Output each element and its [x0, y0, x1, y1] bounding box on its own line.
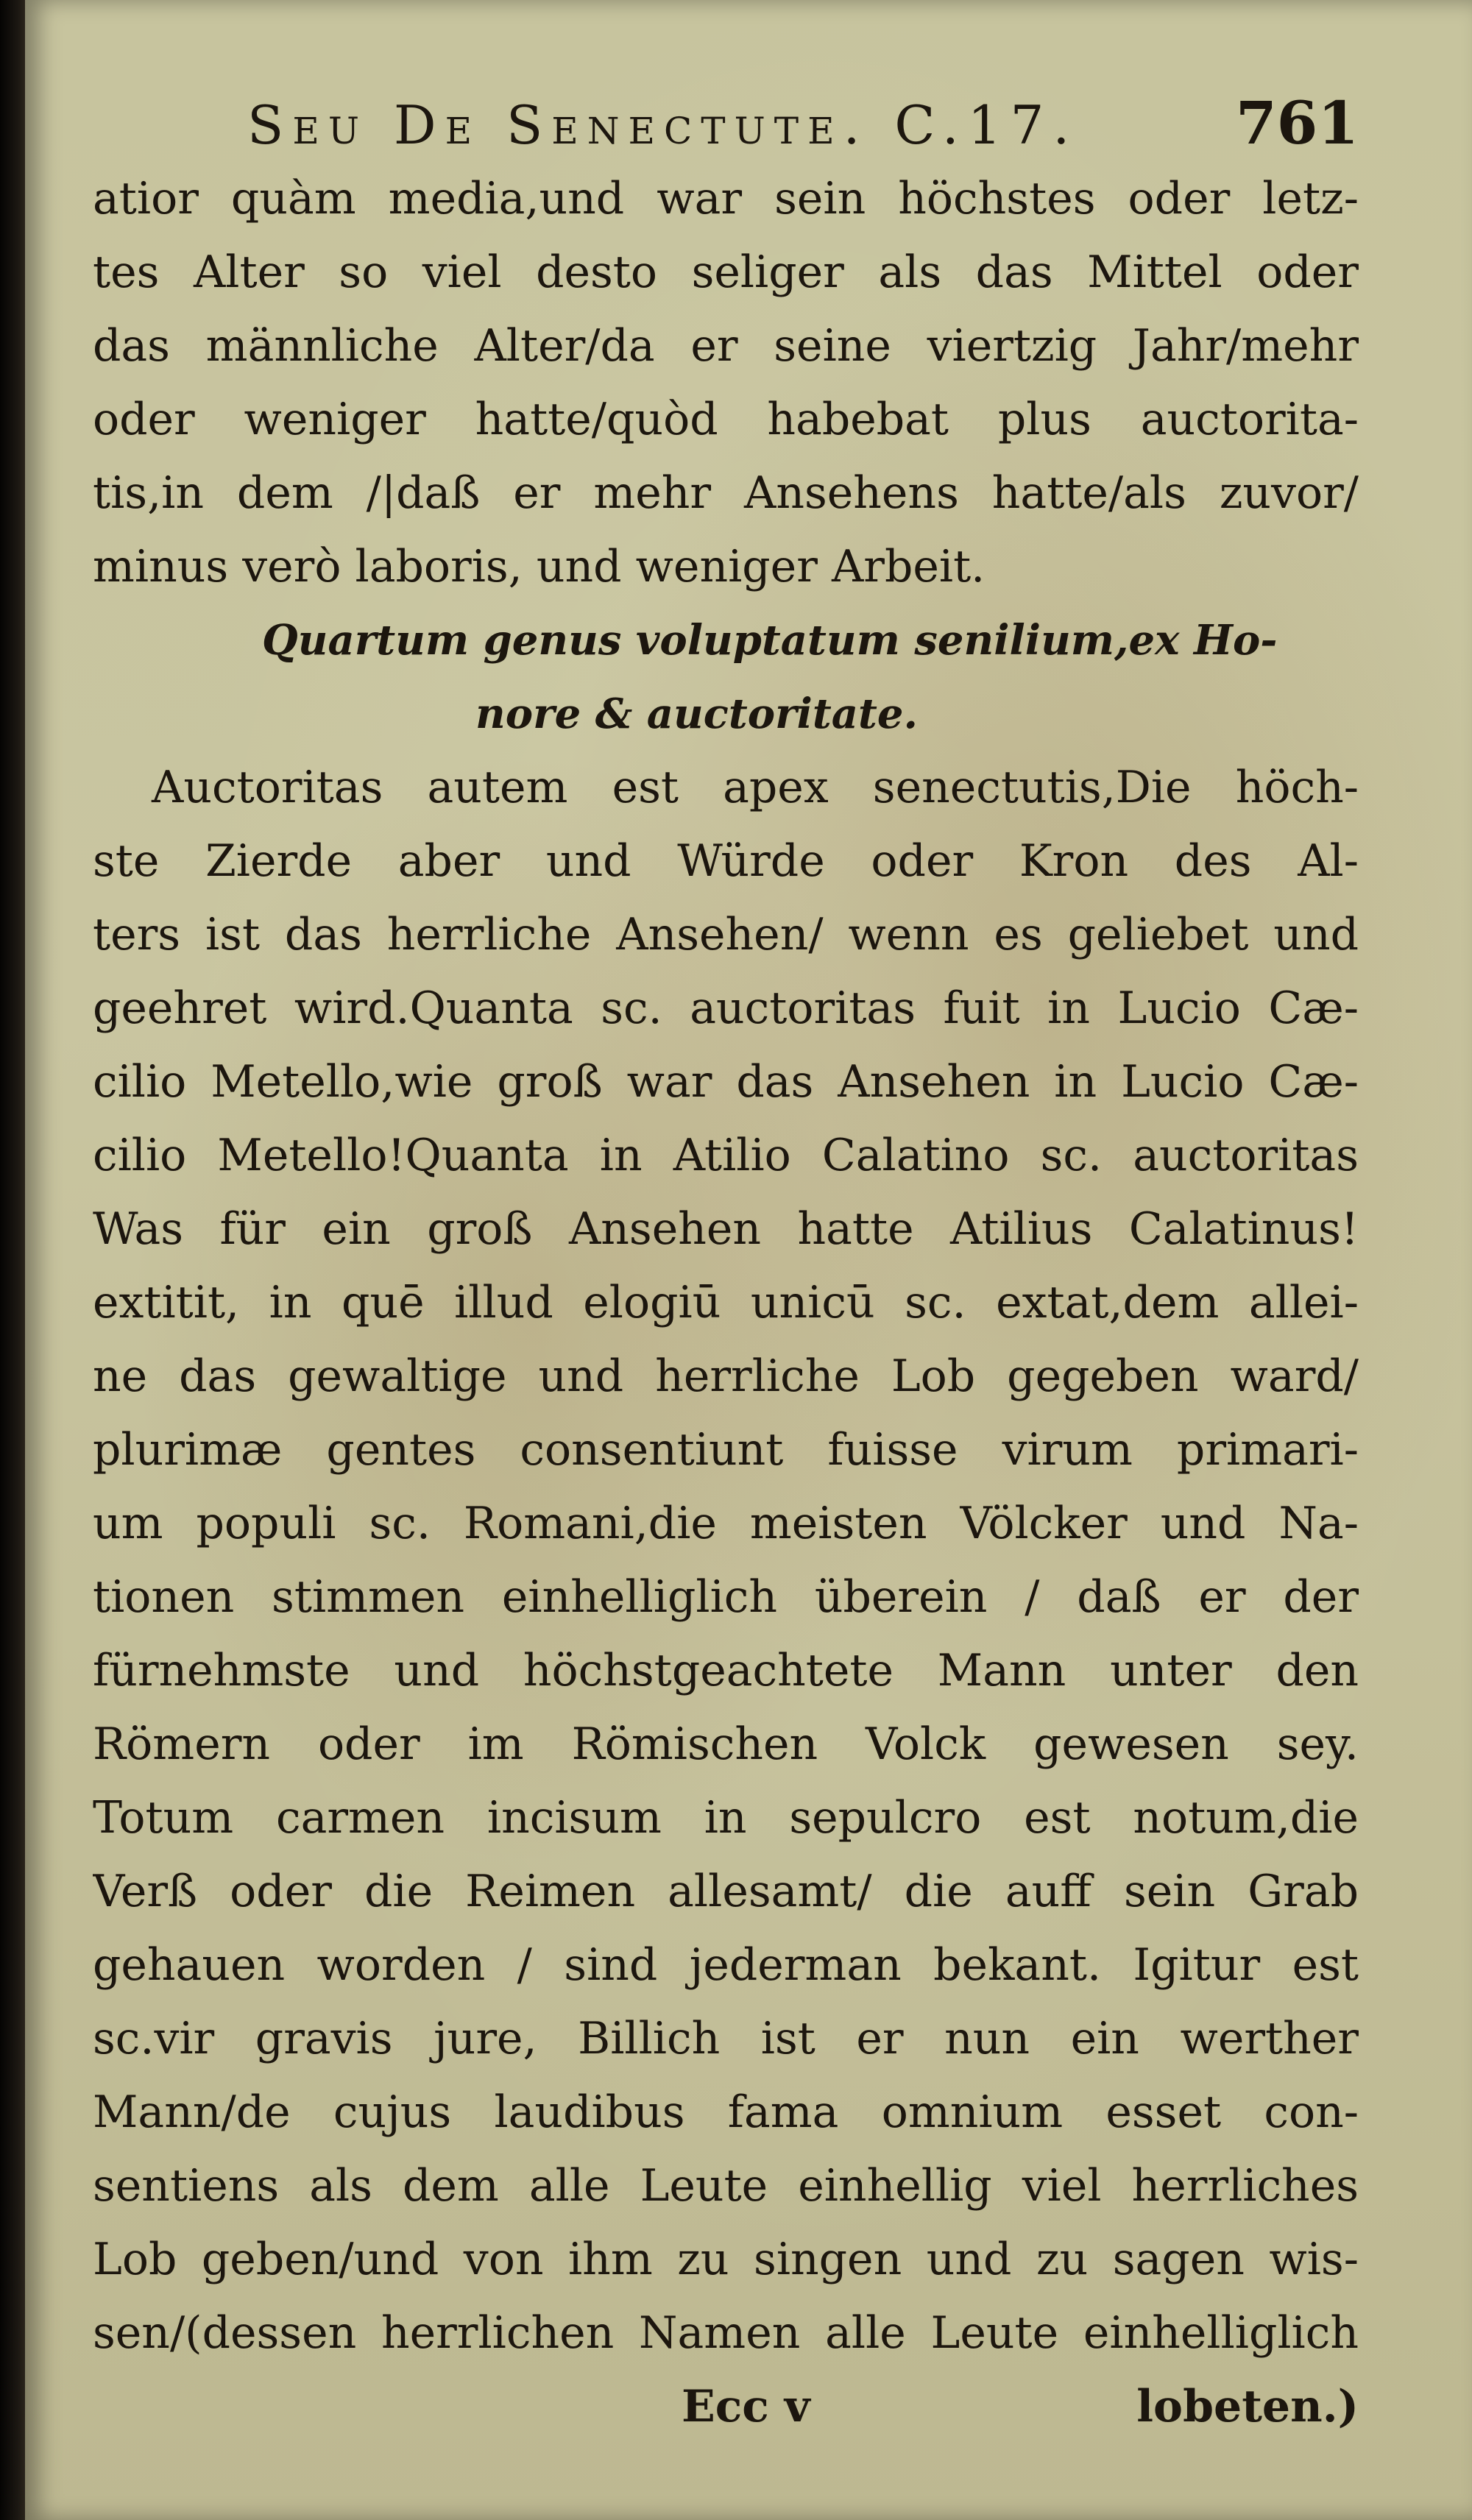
book-page	[25, 0, 1472, 2520]
paragraph-line: sentiens als dem alle Leute einhellig viel herrliches	[93, 2160, 1359, 2212]
paragraph-line: Lob geben/und von ihm zu singen und zu sagen wis-	[93, 2234, 1359, 2285]
paragraph-line: plurimæ gentes consentiunt fuisse virum primari-	[93, 1424, 1359, 1476]
paragraph-line: Was für ein groß Ansehen hatte Atilius Calatinus!	[93, 1203, 1359, 1255]
text-line: oder weniger hatte/quòd habebat plus auctorita-	[93, 394, 1359, 445]
text-line: tis,in dem /|daß er mehr Ansehens hatte/als zuvor/	[93, 467, 1359, 519]
page-header	[93, 88, 1359, 162]
paragraph-line: Mann/de cujus laudibus fama omnium esset con-	[93, 2087, 1359, 2138]
paragraph-line: sen/(dessen herrlichen Namen alle Leute einhelliglich	[93, 2307, 1359, 2359]
catchword: lobeten.)	[1136, 2381, 1359, 2432]
text-line: das männliche Alter/da er seine viertzig Jahr/mehr	[93, 320, 1359, 372]
paragraph-line: ters ist das herrliche Ansehen/ wenn es geliebet und	[93, 909, 1359, 960]
paragraph-line: geehret wird.Quanta sc. auctoritas fuit in Lucio Cæ-	[93, 983, 1359, 1034]
page-footer	[93, 2370, 1359, 2443]
paragraph-line: cilio Metello,wie groß war das Ansehen in Lucio Cæ-	[93, 1056, 1359, 1108]
section-heading: nore & auctoritate.	[475, 690, 918, 738]
text-line: atior quàm media,und war sein höchstes oder letz-	[93, 173, 1359, 224]
signature-mark: Ecc v	[682, 2381, 810, 2432]
paragraph-line: Römern oder im Römischen Volck gewesen sey.	[93, 1719, 1359, 1770]
paragraph-line: Auctoritas autem est apex senectutis,Die höch-	[152, 762, 1359, 813]
section-heading: Quartum genus voluptatum senilium,ex Ho-	[262, 616, 1278, 665]
paragraph-line: fürnehmste und höchstgeachtete Mann unter den	[93, 1645, 1359, 1696]
text-line: minus verò laboris, und weniger Arbeit.	[93, 541, 986, 592]
paragraph-line: ste Zierde aber und Würde oder Kron des Al-	[93, 835, 1359, 887]
paragraph-line: cilio Metello!Quanta in Atilio Calatino sc. auctoritas	[93, 1130, 1359, 1181]
paragraph-line: gehauen worden / sind jederman bekant. Igitur est	[93, 1939, 1359, 1991]
paragraph-line: Verß oder die Reimen allesamt/ die auff sein Grab	[93, 1866, 1359, 1917]
paragraph-line: sc.vir gravis jure, Billich ist er nun ein werther	[93, 2013, 1359, 2064]
text-line: tes Alter so viel desto seliger als das Mittel oder	[93, 247, 1359, 298]
running-title: Seu De Senectute. C.17.	[247, 94, 1079, 156]
paragraph-line: um populi sc. Romani,die meisten Völcker und Na-	[93, 1498, 1359, 1549]
paragraph-line: Totum carmen incisum in sepulcro est notum,die	[93, 1792, 1359, 1844]
paragraph-line: extitit, in quē illud elogiū unicū sc. extat,dem allei-	[93, 1277, 1359, 1328]
page-number: 761	[1236, 88, 1359, 158]
paragraph-line: tionen stimmen einhelliglich überein / daß er der	[93, 1571, 1359, 1623]
book-spine	[0, 0, 25, 2520]
page-content	[93, 88, 1359, 2443]
paragraph-line: ne das gewaltige und herrliche Lob gegeben ward/	[93, 1351, 1359, 1402]
